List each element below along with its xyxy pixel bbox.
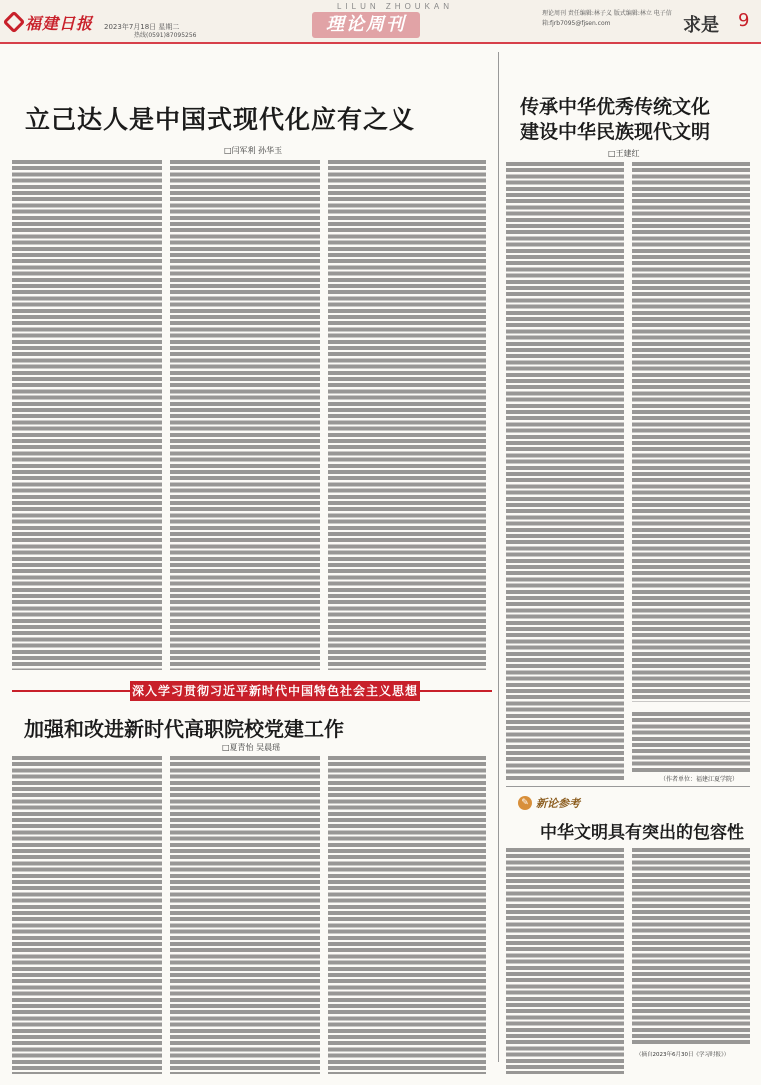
article-4-tag-label: 新论参考 <box>536 797 580 810</box>
pen-icon: ✎ <box>518 796 532 810</box>
article-2-bottom-rule <box>506 786 750 787</box>
logo-text: 福建日报 <box>25 13 94 33</box>
article-2-col-2b <box>632 712 750 772</box>
section-pinyin: LILUN ZHOUKAN <box>337 2 454 11</box>
article-1-byline: □闫军利 孙华玉 <box>224 146 283 155</box>
banner-line-left <box>12 690 130 692</box>
section-title: 理论周刊 <box>312 12 420 38</box>
article-3-headline: 加强和改进新时代高职院校党建工作 <box>24 717 344 741</box>
hotline: 热线(0591)87095256 <box>134 32 197 39</box>
theme-banner: 深入学习贯彻习近平新时代中国特色社会主义思想 <box>130 681 420 701</box>
top-rule <box>0 42 761 44</box>
article-3-col-2 <box>170 756 320 1074</box>
article-2-col-2 <box>632 162 750 702</box>
article-4-tag <box>518 794 598 812</box>
article-3-byline: □夏青怡 吴晨瑶 <box>222 743 281 752</box>
column-divider <box>498 52 499 1062</box>
article-1-headline: 立己达人是中国式现代化应有之义 <box>25 105 416 134</box>
newspaper-logo <box>6 8 102 36</box>
logo-mark-icon <box>3 11 26 34</box>
article-3-col-1 <box>12 756 162 1074</box>
article-2-col-1 <box>506 162 624 782</box>
page-number: 9 <box>738 10 750 31</box>
editors-info: 理论周刊 责任编辑:林子义 版式编辑:林立 电子信箱:fjrb7095@fjsen.com <box>542 10 672 27</box>
article-2-byline: □王建红 <box>608 149 640 158</box>
article-2-author-note: （作者单位：福建江夏学院） <box>660 776 739 783</box>
column-name: 求是 <box>683 15 719 36</box>
article-4-col-2 <box>632 848 750 1044</box>
article-1-col-3 <box>328 160 486 670</box>
edition-date: 2023年7月18日 星期二 <box>104 23 180 31</box>
article-2-headline-line-1: 传承中华优秀传统文化 <box>520 96 711 118</box>
article-1-col-1 <box>12 160 162 670</box>
article-4-headline: 中华文明具有突出的包容性 <box>540 823 744 843</box>
masthead <box>0 0 761 42</box>
article-3-col-3 <box>328 756 486 1074</box>
article-4-col-1 <box>506 848 624 1074</box>
article-4-source-note: （摘自2023年6月30日《学习时报》） <box>636 1052 730 1058</box>
article-1-col-2 <box>170 160 320 670</box>
banner-line-right <box>420 690 492 692</box>
article-2-headline-line-2: 建设中华民族现代文明 <box>520 121 711 143</box>
